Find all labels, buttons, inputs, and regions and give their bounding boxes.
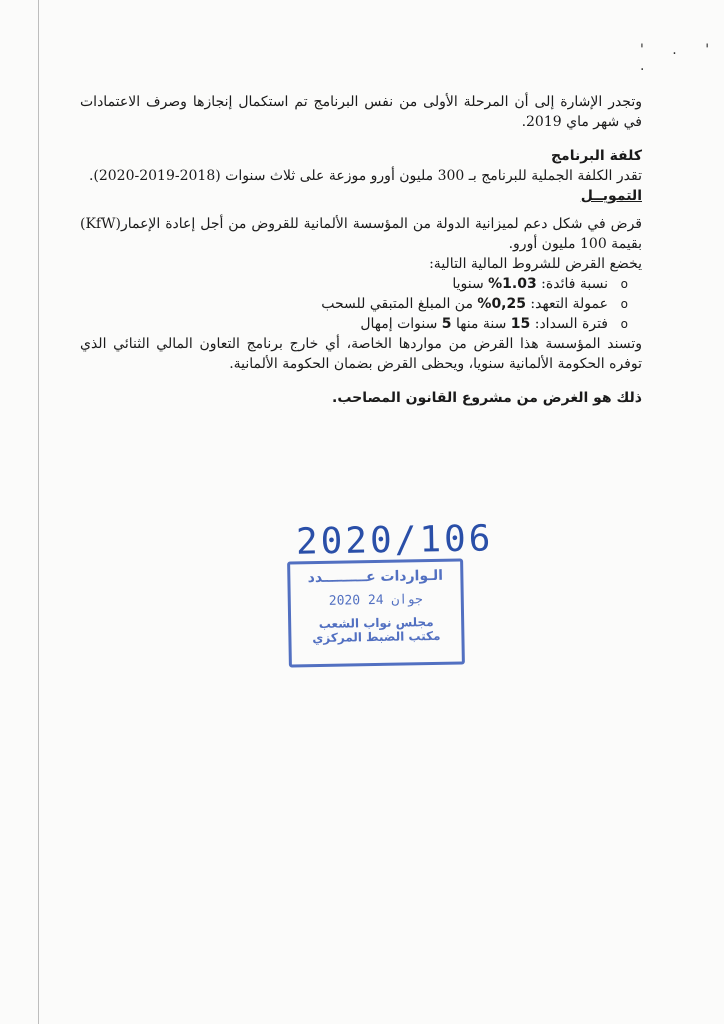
stamp-office-line1: مجلس نواب الشعب — [318, 614, 434, 631]
list-item — [80, 314, 628, 334]
stamp-title: الـواردات عـــــــــدد — [307, 567, 444, 587]
institution-paragraph: وتسند المؤسسة هذا القرض من مواردها الخاصة، أي خارج برنامج التعاون المالي الثنائي الذي توفره الحكومة الألمانية سنويا، ويحظى القرض بضمان الحكومة الألمانية. — [80, 336, 642, 372]
stamp-office-line2: مكتب الضبط المركزي — [312, 628, 441, 646]
term-rest: سنة منها — [451, 316, 511, 332]
stamp-number: 2020/106 — [295, 518, 494, 563]
cost-paragraph: تقدر الكلفة الجملية للبرنامج بـ 300 مليون أورو موزعة على ثلاث سنوات (2018-2019-2020). — [88, 168, 642, 184]
stamp-office — [291, 615, 461, 646]
scan-edge-line — [38, 0, 39, 1024]
funding-paragraph: قرض في شكل دعم لميزانية الدولة من المؤسسة الألمانية للقروض من أجل إعادة الإعمار(KfW) بقيمة 100 مليون أورو. — [80, 216, 642, 252]
stamp-date: 2020 جوان 24 — [328, 592, 423, 609]
term-rest: سنويا — [452, 276, 489, 292]
loan-terms-list — [80, 274, 642, 334]
list-item — [80, 294, 628, 314]
term-value-2: 5 — [441, 316, 452, 332]
corner-marks: ' . ' . — [640, 42, 722, 74]
term-value: 1.03% — [488, 276, 537, 292]
circle-bullet-icon: o — [620, 297, 628, 311]
circle-bullet-icon: o — [620, 317, 628, 331]
term-rest-2: سنوات إمهال — [360, 316, 442, 332]
list-item — [80, 274, 628, 294]
conditions-intro: يخضع القرض للشروط المالية التالية: — [429, 256, 642, 272]
intro-paragraph: وتجدر الإشارة إلى أن المرحلة الأولى من نفس البرنامج تم استكمال إنجازها وصرف الاعتمادات في شهر ماي 2019. — [80, 94, 642, 130]
funding-heading: التمويــل — [580, 188, 642, 204]
cost-heading: كلفة البرنامج — [550, 148, 642, 164]
registry-stamp — [287, 558, 465, 667]
document-body — [80, 92, 642, 408]
term-value: 15 — [510, 316, 531, 332]
term-label: فترة السداد: — [530, 316, 608, 332]
term-value: 0,25% — [477, 296, 526, 312]
closing-statement: ذلك هو الغرض من مشروع القانون المصاحب. — [332, 390, 642, 406]
circle-bullet-icon: o — [620, 277, 628, 291]
term-label: عمولة التعهد: — [525, 296, 608, 312]
term-rest: من المبلغ المتبقي للسحب — [321, 296, 478, 312]
term-label: نسبة فائدة: — [536, 276, 608, 292]
